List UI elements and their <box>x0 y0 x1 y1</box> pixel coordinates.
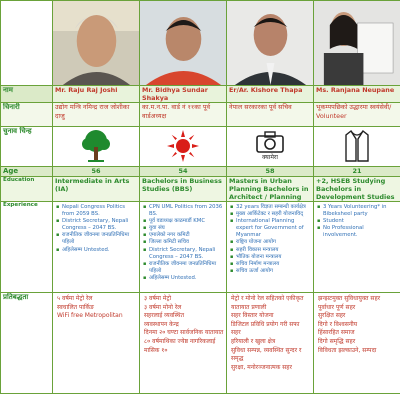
list-item: ▪ पूर्व वडाध्यक्ष काठमाडौं KMC <box>149 218 224 225</box>
list-item: ▪ युवा संघ <box>149 225 224 232</box>
commitment-list-1 <box>55 295 137 321</box>
list-item: हिंसारहित समाज <box>318 329 355 337</box>
candidate-education-2: Bachelors in Business Studies (BBS) <box>142 177 222 193</box>
commitment-list-3 <box>229 295 311 372</box>
list-item: ▪ 3 Years Volunteering* in Bibeksheel party <box>323 204 398 218</box>
list-item: ▪ अहिलेसम्म Untested. <box>149 275 224 282</box>
candidate-photo-2 <box>140 1 226 85</box>
candidate-age-1: 56 <box>91 167 101 175</box>
experience-list-2 <box>142 204 224 282</box>
camera-symbol-caption: क्यामेरा <box>262 154 278 161</box>
list-item: दिगो र विश्वसनीय <box>318 320 358 328</box>
list-item: ३ वर्षमा मेट्रो <box>144 295 172 302</box>
photo-label-cell <box>1 1 53 86</box>
symbol-label: चुनाव चिन्ह <box>1 127 53 167</box>
list-item: ▪ सचिव ऊर्जा आयोग <box>236 268 311 275</box>
list-item: दिनमा २० घण्टा सार्वजनिक यातायात <box>144 329 224 337</box>
candidate-post-2: का.म.न.पा. वार्ड नं ११का पूर्व वार्डअध्यक्ष <box>142 103 211 120</box>
list-item: व्यवस्थापन केन्द्र <box>144 320 179 328</box>
list-item: ▪ सचिव निर्माण मन्त्रालय <box>236 261 311 268</box>
list-item: WiFi free Metropolitan <box>57 312 123 320</box>
candidate-age-4: 21 <box>352 167 362 175</box>
candidate-education-3: Masters in Urban Planning Bachelors in Architect / Planning <box>229 177 309 201</box>
commitment-row <box>1 293 400 394</box>
list-item: दिगो समृद्धि सहर <box>318 337 356 345</box>
list-item: सहरलाई व्यवस्थित <box>144 312 185 320</box>
list-item: ▪ भौतिक योजना मन्त्रालय <box>236 254 311 261</box>
candidate-name-2: Mr. Bidhya Sundar Shakya <box>142 86 208 102</box>
candidate-post-4: भूकम्पपछिको उद्धारमा स्वयंसेवी/ Volunteer <box>316 103 392 120</box>
list-item: ▪ राजनीतिक जीवनमा जनप्रतिनिधिमा पहिलो <box>149 261 224 275</box>
list-item: ५ वर्षमा मेट्रो रेल <box>57 295 93 302</box>
age-label: Age <box>1 167 53 177</box>
list-item: ▪ राजनीतिक जीवनमा जनप्रतिनिधिमा पहिलो <box>62 232 137 246</box>
list-item: सुरक्षित सहर <box>318 312 346 320</box>
sun-icon <box>166 129 200 163</box>
candidate-name-1: Mr. Raju Raj Joshi <box>55 86 118 94</box>
list-item: सहर विस्तार योजना <box>231 312 274 320</box>
commitment-list-4 <box>316 295 398 355</box>
list-item: ▪ No Professional involvement. <box>323 225 398 239</box>
list-item: ▪ District Secretary, Nepali Congress – 2047 BS. <box>62 218 137 232</box>
list-item: झन्झटमुक्त सुविधायुक्त सहर <box>318 295 381 302</box>
candidate-age-3: 58 <box>265 167 275 175</box>
candidate-education-4: +2, HSEB Studying Bachelors in Development Studies <box>316 177 395 201</box>
list-item: ▪ Nepali Congress Politics from 2059 BS. <box>62 204 137 218</box>
candidate-photo-4 <box>314 1 400 85</box>
list-item: ▪ एमालेको नगर कमिटी <box>149 232 224 239</box>
name-row <box>1 86 400 103</box>
experience-list-3 <box>229 204 311 275</box>
commitment-list-2 <box>142 295 224 355</box>
candidate-name-3: Er/Ar. Kishore Thapa <box>229 86 303 94</box>
candidate-age-2: 54 <box>178 167 188 175</box>
list-item: ▪ राष्ट्रिय योजना आयोग <box>236 239 311 246</box>
list-item: सुविधा सम्पन्न, व्यवस्थित सुन्दर र समृद्ध <box>231 346 302 363</box>
age-row <box>1 167 400 177</box>
symbol-row <box>1 127 400 167</box>
list-item: ▪ 32 years विज्ञता सम्बन्धी कार्यक्षेत्र <box>236 204 311 211</box>
list-item: ▪ International Planning expert for Government of Myanmar <box>236 218 311 239</box>
experience-row <box>1 202 400 293</box>
experience-list-1 <box>55 204 137 254</box>
list-item: ▪ District Secretary, Nepali Congress – 2047 BS. <box>149 247 224 261</box>
post-row <box>1 103 400 127</box>
list-item: ▪ अहिलेसम्म Untested. <box>62 247 137 254</box>
education-row <box>1 177 400 202</box>
commitment-label: प्रतिबद्धता <box>1 293 53 394</box>
list-item: पूर्वाधार पूर्ण सहर <box>318 303 356 311</box>
education-label: Education <box>1 177 53 202</box>
candidate-post-3: नेपाल सरकारका पूर्व सचिव <box>229 103 292 111</box>
list-item: ३ वर्षमा मोनो रेल <box>144 303 182 311</box>
post-label: चिनारी <box>1 103 53 127</box>
list-item: हरियाली र खुला क्षेत्र <box>231 337 276 345</box>
list-item: ८० वर्षमाथिका ज्येष्ठ नागरिकलाई मासिक १० <box>144 337 216 354</box>
list-item: विविधता झल्काउने, सम्पदा <box>318 346 377 354</box>
candidate-name-4: Ms. Ranjana Neupane <box>316 86 395 94</box>
list-item: ▪ CPN UML Politics from 2036 BS. <box>149 204 224 218</box>
list-item: मेट्रो र मोनो रेल सहितको एकीकृत यातायात प्रणाली <box>231 295 304 311</box>
candidate-photo-1 <box>53 1 139 85</box>
name-label: नाम <box>1 86 53 103</box>
list-item: ▪ मुख्य आर्किटेक्ट र सहरी योजनाविद् <box>236 211 311 218</box>
list-item: ▪ Student <box>323 218 398 225</box>
vest-icon <box>342 129 372 163</box>
list-item: सुरक्षा, मनोरञ्जनात्मक सहर <box>231 363 292 371</box>
list-item: डिजिटल प्रविधि प्रयोग गरी सफा सहर <box>231 320 300 337</box>
list-item: ▪ जिल्ला कमिटी सचिव <box>149 239 224 246</box>
list-item: ▪ सहरी विकास मन्त्रालय <box>236 247 311 254</box>
list-item: स्वचालित पार्किङ <box>57 303 94 311</box>
photo-row <box>1 1 400 86</box>
tree-icon <box>80 129 112 163</box>
candidate-photo-3 <box>227 1 313 85</box>
experience-list-4 <box>316 204 398 239</box>
candidate-post-1: उद्योग मन्त्रि नमिन्द्र राज जोशीका दाजु <box>55 103 130 120</box>
candidate-education-1: Intermediate in Arts (IA) <box>55 177 130 193</box>
experience-label: Experience <box>1 202 53 293</box>
camera-icon <box>255 130 285 154</box>
